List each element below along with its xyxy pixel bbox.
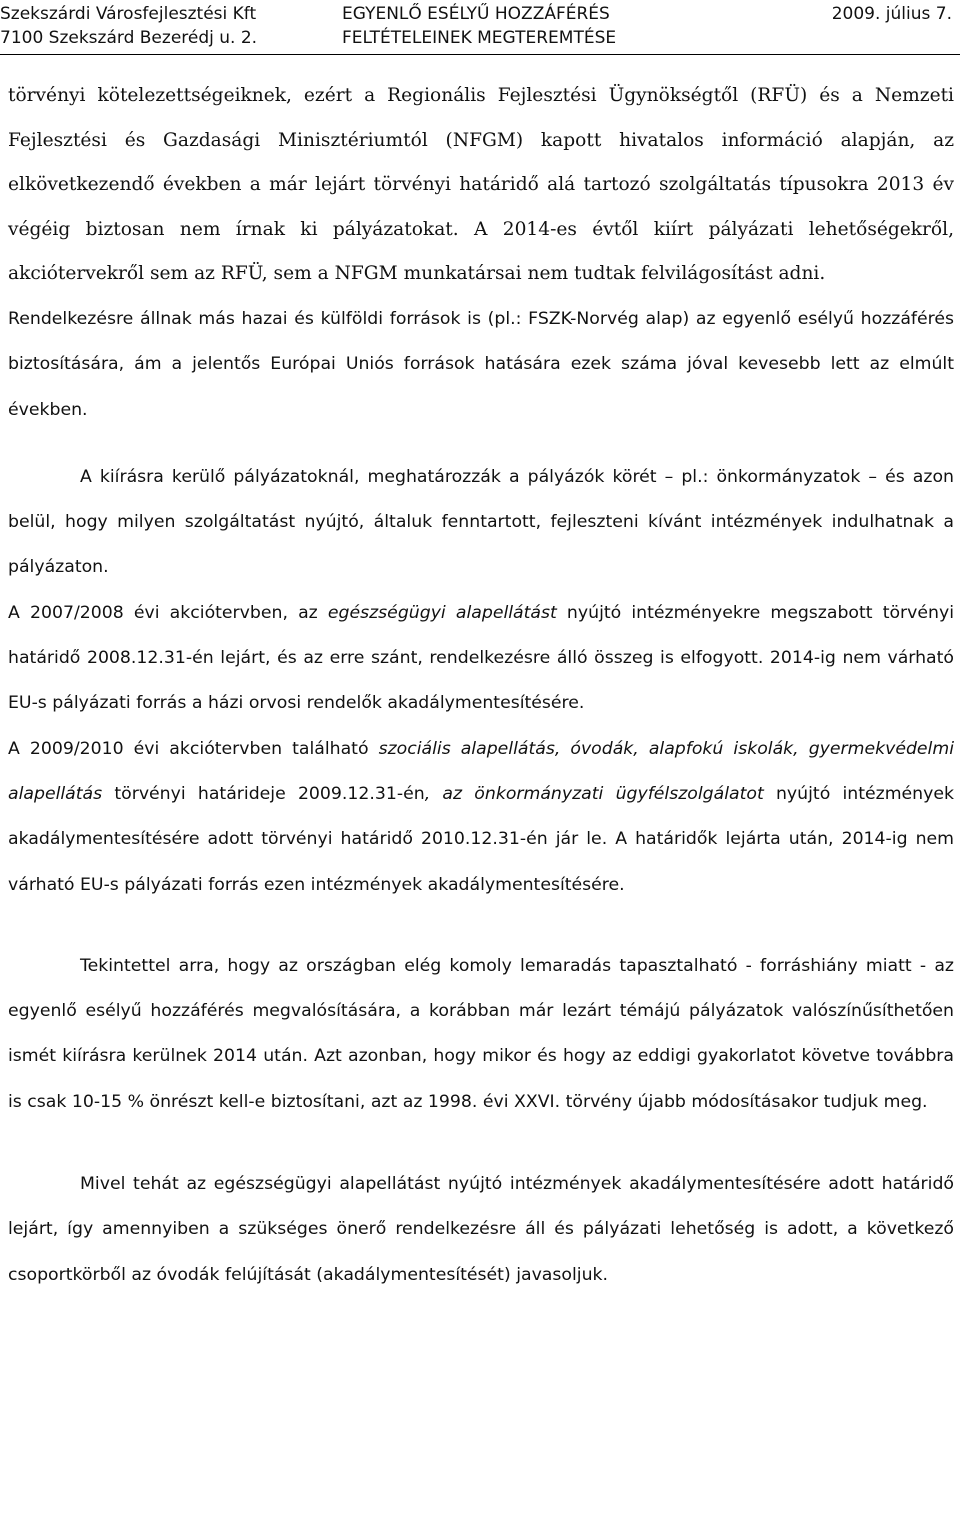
header-title-line1: EGYENLŐ ESÉLYŰ HOZZÁFÉRÉS — [342, 4, 610, 24]
paragraph-recommendation: Mivel tehát az egészségügyi alapellátást nyújtó intézmények akadálymentesítésére adott határidő lejárt, így amennyiben a szükséges önerő rendelkezésre áll és pályázati lehetőség is adott, a következő csoportkörből az óvodák felújítását (akadálymentesítését) javasoljuk. — [8, 1174, 954, 1285]
header-org-address: 7100 Szekszárd Bezerédj u. 2. — [0, 28, 258, 48]
p5-text-c: nyújtó intézmények akadálymentesítésére adott törvényi határidő 2010.12.31-én jár le. A határidők lejárta után, 2014-ig nem várható EU-s pályázati forrás ezen intézmények akadálymentesítésére. — [8, 783, 954, 895]
page-header — [0, 0, 960, 55]
document-body — [8, 74, 954, 1298]
p5-emphasis-1: szociális alapellátás, óvodák, alapfokú iskolák, gyermekvédelmi alapellátás — [8, 738, 954, 804]
spacer — [8, 433, 954, 455]
paragraph-applicant-scope: A kiírásra kerülő pályázatoknál, meghatározzák a pályázók körét – pl.: önkormányzatok – és azon belül, hogy milyen szolgáltatást nyújtó, általuk fenntartott, fejleszteni kívánt intézmények indulhatnak a pályázaton. — [8, 466, 954, 578]
p5-emphasis-2: , az önkormányzati ügyfélszolgálatot — [424, 783, 764, 804]
header-org-name: Szekszárdi Városfejlesztési Kft — [0, 4, 257, 24]
paragraph-considering: Tekintettel arra, hogy az országban elég komoly lemaradás tapasztalható - forráshiány miatt - az egyenlő esélyű hozzáférés megvalósítására, a korábban már lezárt témájú pályázatok valószínűsíthetően ismét kiírásra kerülnek 2014 után. Azt azonban, hogy mikor és hogy az eddigi gyakorlatot követve továbbra is csak 10-15 % önrészt kell-e biztosítani, azt az 1998. évi XXVI. törvény újabb módosításakor tudjuk meg. — [8, 955, 954, 1112]
header-date: 2009. július 7. — [831, 4, 952, 24]
header-title-line2: FELTÉTELEINEK MEGTEREMTÉSE — [342, 28, 617, 48]
spacer — [8, 1125, 954, 1162]
header-document-title — [342, 2, 702, 50]
spacer — [8, 908, 954, 944]
paragraph-other-sources: Rendelkezésre állnak más hazai és külföldi források is (pl.: FSZK-Norvég alap) az egyenlő esélyű hozzáférés biztosítására, ám a jelentős Európai Uniós források hatására ezek száma jóval kevesebb lett az elmúlt években. — [8, 308, 954, 420]
paragraph-action-plan-2009 — [8, 727, 954, 908]
header-date-block — [722, 2, 952, 26]
p5-text-b: törvényi határideje 2009.12.31-én — [102, 783, 425, 804]
p4-text-b: nyújtó intézményekre megszabott törvényi határidő 2008.12.31-én lejárt, és az erre szánt, rendelkezésre álló összeg is elfogyott. 2014-ig nem várható EU-s pályázati forrás a házi orvosi rendelők akadálymentesítésére. — [8, 602, 954, 714]
p5-text-a: A 2009/2010 évi akciótervben található — [8, 738, 379, 759]
p4-text-a: A 2007/2008 évi akciótervben, az — [8, 602, 328, 623]
paragraph-action-plan-2007 — [8, 591, 954, 727]
paragraph-legal-obligations: törvényi kötelezettségeiknek, ezért a Regionális Fejlesztési Ügynökségtől (RFÜ) és a Nemzeti Fejlesztési és Gazdasági Minisztériumtól (NFGM) kapott hivatalos információ alapján, az elkövetkezendő években a már lejárt törvényi határidő alá tartozó szolgáltatás típusokra 2013 év végéig biztosan nem írnak ki pályázatokat. A 2014-es évtől kiírt pályázati lehetőségekről, akciótervekről sem az RFÜ, sem a NFGM munkatársai nem tudtak felvilágosítást adni. — [8, 85, 954, 285]
p4-emphasis: egészségügyi alapellátást — [327, 602, 557, 623]
header-organization — [0, 2, 330, 50]
